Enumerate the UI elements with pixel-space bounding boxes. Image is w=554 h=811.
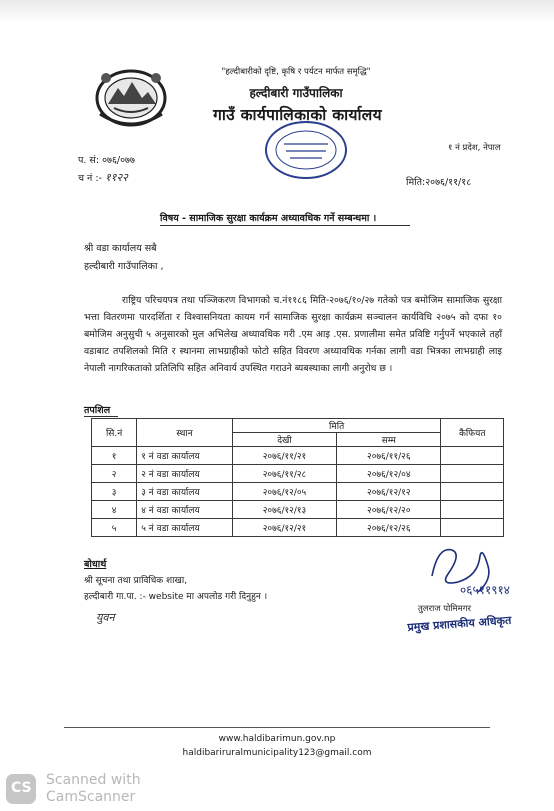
cell-from: २०७६/११/२८ bbox=[232, 465, 336, 483]
cell-remarks bbox=[441, 447, 504, 465]
subject: विषय - सामाजिक सुरक्षा कार्यक्रम अध्यावधिक गर्ने सम्बन्धमा । bbox=[160, 213, 377, 224]
letter-number: प. सं: ०७६/०७७ bbox=[78, 155, 135, 166]
subject-underline bbox=[160, 225, 410, 226]
cell-sn: ३ bbox=[92, 483, 137, 501]
cell-from: २०७६/१२/०५ bbox=[232, 483, 336, 501]
cell-to: २०७६/१२/२६ bbox=[337, 519, 441, 537]
table-row bbox=[92, 465, 504, 483]
letter-body: राष्ट्रिय परिचयपत्र तथा पञ्जिकरण विभागको च.नं११८६ मिति-२०७६/१०/२७ गतेको पत्र बमोजिम सामाजिक सुरक्षा भत्ता वितरणमा पारदर्शिता र विश्वासनियता कायम गर्न सामाजिक सुरक्षा कार्यक्रम सञ्चालन कार्यविधि २०७५ को दफा १० बमोजिम अनुसुची ५ अनुसारको मुल अभिलेख अध्यावधिक गरी .एम आइ .एस. प्रणालीमा समेत प्रविष्टि गर्नुपर्ने भएकाले तहाँ वडाबाट तपशिलको मिति र स्थानमा लाभग्राहीको फोटो सहित विवरण अध्यावधिक गर्नका लागी वडा भित्रका लाभग्राही लाइ नेपाली नागरिकताको प्रतिलिपि सहित अनिवार्य उपस्थित गराउने ब्यबस्थाका लागी अनुरोध छ । bbox=[84, 295, 502, 374]
handwritten-initials: युवन bbox=[96, 611, 115, 624]
schedule-title: तपशिल bbox=[84, 405, 111, 416]
footer-email: haldibariruralmunicipality123@gmail.com bbox=[182, 748, 372, 758]
scanner-watermark-line-2: CamScanner bbox=[46, 789, 136, 805]
dispatch-value: ११२२ bbox=[105, 171, 128, 184]
cc-line-2: हल्दीबारी गा.पा. :- website मा अपलोड गरी दिनुहुन । bbox=[84, 592, 268, 602]
province: १ नं प्रदेश, नेपाल bbox=[448, 143, 501, 153]
camscanner-logo-text: CS bbox=[11, 780, 32, 796]
cc-line-1: श्री सूचना तथा प्राविधिक शाखा, bbox=[84, 576, 188, 586]
scanner-watermark-line-1: Scanned with bbox=[46, 772, 141, 788]
signature-number: ०६५११९१४ bbox=[460, 583, 510, 597]
dispatch-number bbox=[78, 170, 128, 185]
table-row bbox=[92, 501, 504, 519]
schedule-table bbox=[91, 418, 504, 537]
table-row bbox=[92, 483, 504, 501]
header-place: स्थान bbox=[137, 419, 233, 447]
header-to: सम्म bbox=[337, 433, 441, 447]
cell-from: २०७६/१२/१३ bbox=[232, 501, 336, 519]
office-name: गाउँ कार्यपालिकाको कार्यालय bbox=[213, 106, 382, 124]
cell-place: ४ नं वडा कार्यालय bbox=[137, 501, 233, 519]
cell-place: ५ नं वडा कार्यालय bbox=[137, 519, 233, 537]
cell-remarks bbox=[441, 465, 504, 483]
footer-website: www.haldibarimun.gov.np bbox=[218, 734, 336, 744]
cell-place: २ नं वडा कार्यालय bbox=[137, 465, 233, 483]
cell-to: २०७६/१२/२० bbox=[337, 501, 441, 519]
cell-sn: ५ bbox=[92, 519, 137, 537]
cell-to: २०७६/१२/१२ bbox=[337, 483, 441, 501]
table-row bbox=[92, 447, 504, 465]
signatory-title-stamp: प्रमुख प्रशासकीय अधिकृत bbox=[407, 613, 512, 634]
cell-place: १ नं वडा कार्यालय bbox=[137, 447, 233, 465]
footer-divider bbox=[64, 727, 490, 728]
municipality-logo-icon bbox=[94, 64, 168, 128]
recipient-line-1: श्री वडा कार्यालय सबै bbox=[84, 243, 157, 254]
cell-from: २०७६/११/२१ bbox=[232, 447, 336, 465]
cell-place: ३ नं वडा कार्यालय bbox=[137, 483, 233, 501]
top-border bbox=[0, 0, 554, 22]
cell-sn: ४ bbox=[92, 501, 137, 519]
cc-title: बोधार्थ bbox=[84, 559, 107, 570]
recipient-line-2: हल्दीबारी गाउँपालिका , bbox=[84, 261, 164, 272]
signatory-name: तुलराज पोमिमगर bbox=[418, 604, 471, 614]
org-name: हल्दीबारी गाउँपालिका bbox=[249, 86, 343, 100]
letter-date: मिति:२०७६/११/१८ bbox=[406, 177, 472, 188]
header-remarks: कैफियत bbox=[441, 419, 504, 447]
dispatch-label: च नं :- bbox=[78, 173, 102, 184]
schedule-title-underline bbox=[84, 416, 118, 417]
cell-remarks bbox=[441, 483, 504, 501]
header-date: मिति bbox=[232, 419, 441, 433]
slogan: "हल्दीबारीको दृष्टि, कृषि र पर्यटन मार्फत समृद्धि" bbox=[221, 67, 371, 77]
cell-to: २०७६/१२/०४ bbox=[337, 465, 441, 483]
cell-to: २०७६/११/२६ bbox=[337, 447, 441, 465]
cell-sn: २ bbox=[92, 465, 137, 483]
camscanner-logo-icon bbox=[6, 774, 36, 804]
cell-from: २०७६/१२/२१ bbox=[232, 519, 336, 537]
cell-sn: १ bbox=[92, 447, 137, 465]
table-row bbox=[92, 519, 504, 537]
header-from: देखी bbox=[232, 433, 336, 447]
cell-remarks bbox=[441, 519, 504, 537]
office-stamp-icon bbox=[262, 118, 350, 182]
header-sn: सि.नं bbox=[92, 419, 137, 447]
cell-remarks bbox=[441, 501, 504, 519]
